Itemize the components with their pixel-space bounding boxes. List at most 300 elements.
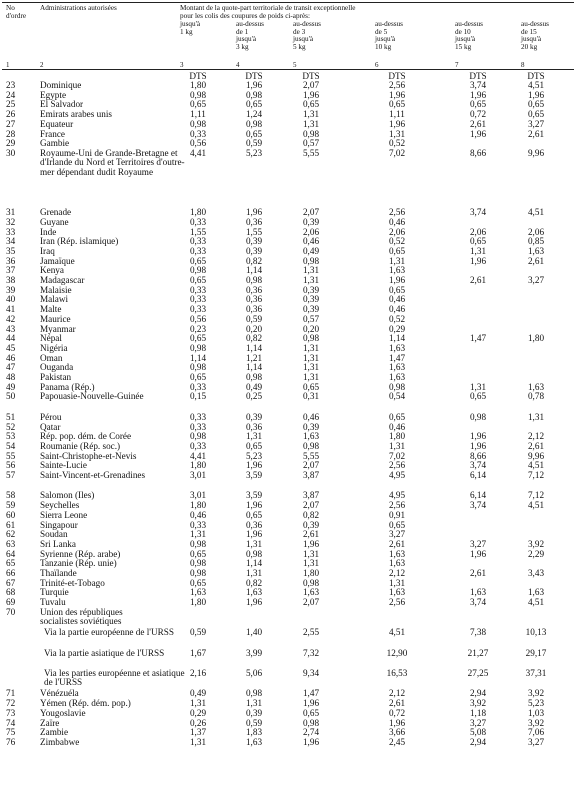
row-number: 59 (6, 500, 16, 511)
row-admin-name: Trinité-et-Tobago (40, 577, 105, 588)
row-value-col8: 7,12 (527, 470, 545, 480)
row-number: 36 (6, 255, 16, 266)
row-value-col8: 1,80 (527, 333, 545, 344)
row-value-col8: 9,96 (527, 147, 545, 158)
row-value-col3: 0,98 (189, 342, 207, 353)
row-value-col7: 2,94 (469, 688, 487, 699)
row-value-col6: 1,63 (388, 372, 406, 382)
row-value-col6: 4,51 (388, 627, 406, 638)
row-value-col7: 27,25 (467, 668, 489, 678)
header-col6-line: de 5 (375, 27, 388, 36)
row-value-col5: 0,57 (302, 313, 320, 324)
row-value-col6: 4,95 (388, 490, 406, 501)
row-value-col4: 1,40 (245, 627, 263, 638)
header-col7-line: au-dessus (455, 20, 483, 28)
row-value-col5: 0,98 (302, 717, 320, 728)
row-value-col6: 0,65 (388, 245, 406, 256)
row-value-col8: 2,61 (527, 440, 545, 451)
row-admin-name: Sainte-Lucie (40, 460, 87, 471)
row-value-col3: 0,33 (189, 245, 207, 256)
row-value-col5: 3,87 (302, 470, 320, 480)
row-value-col8: 37,31 (525, 668, 547, 678)
row-value-col6: 1,63 (388, 265, 406, 276)
row-value-col5: 3,87 (302, 490, 320, 501)
row-value-col3: 1,14 (189, 352, 207, 363)
row-value-col5: 0,98 (302, 440, 320, 451)
row-value-col6: 1,31 (388, 440, 406, 451)
row-value-col7: 1,63 (469, 587, 487, 598)
row-value-col8: 5,23 (527, 698, 545, 709)
row-value-col7: 1,31 (469, 245, 487, 256)
row-value-col6: 16,53 (386, 668, 408, 678)
row-value-col7: 0,65 (469, 99, 487, 110)
row-value-col6: 2,45 (388, 736, 406, 747)
header-col4-line: 3 kg (236, 42, 249, 51)
row-number: 54 (6, 440, 16, 451)
row-value-col4: 1,96 (245, 597, 263, 608)
row-value-col5: 0,39 (302, 519, 320, 530)
row-value-col5: 2,06 (302, 226, 320, 237)
row-number: 41 (6, 304, 16, 315)
row-value-col6: 0,52 (388, 138, 406, 149)
row-value-col5: 0,39 (302, 216, 320, 227)
row-number: 46 (6, 352, 16, 363)
row-number: 45 (6, 342, 16, 353)
row-value-col7: 21,27 (467, 647, 489, 658)
row-admin-name: Sierra Leone (40, 509, 88, 520)
row-value-col4: 0,36 (245, 519, 263, 530)
colnum-5: 5 (293, 61, 297, 69)
row-value-col3: 1,80 (189, 597, 207, 608)
row-value-col6: 0,65 (388, 519, 406, 530)
row-admin-name: Egypte (40, 89, 67, 100)
row-value-col3: 0,98 (189, 265, 207, 276)
row-value-col3: 0,65 (189, 372, 207, 382)
row-number: 73 (6, 707, 16, 718)
row-value-col8: 1,31 (527, 411, 545, 422)
row-value-col6: 1,96 (388, 275, 406, 285)
row-value-col4: 1,31 (245, 568, 263, 578)
row-number: 37 (6, 265, 16, 276)
header-col4 (236, 21, 264, 51)
row-value-col6: 1,96 (388, 89, 406, 100)
row-value-col5: 1,31 (302, 558, 320, 569)
row-value-col5: 1,96 (302, 736, 320, 747)
row-value-col3: 1,31 (189, 736, 207, 747)
row-value-col5: 2,07 (302, 460, 320, 471)
row-value-col8: 10,13 (525, 627, 547, 638)
header-col5-line: 5 kg (293, 42, 306, 51)
row-value-col8: 2,29 (527, 548, 545, 559)
row-admin-name: Kenya (40, 265, 64, 276)
row-value-col5: 1,31 (302, 362, 320, 373)
header-col5 (293, 21, 321, 51)
row-admin-name: Grenade (40, 207, 72, 218)
row-value-col4: 1,31 (245, 538, 263, 549)
header-col7-line: jusqu'à (455, 35, 476, 44)
row-value-col5: 0,65 (302, 381, 320, 392)
row-value-col5: 0,65 (302, 99, 320, 110)
row-value-col4: 1,24 (245, 109, 263, 120)
row-number: 65 (6, 558, 16, 569)
row-value-col6: 1,47 (388, 352, 406, 363)
row-admin-name: Via la partie européenne de l'URSS (44, 627, 174, 638)
row-admin-name: Union des républiques socialistes soviétiques (40, 606, 123, 627)
row-value-col3: 0,98 (189, 362, 207, 373)
row-number: 72 (6, 698, 16, 709)
row-number: 39 (6, 284, 16, 295)
row-number: 42 (6, 313, 16, 324)
header-col8-line: jusqu'à (521, 35, 542, 44)
row-number: 55 (6, 450, 16, 461)
row-value-col3: 0,33 (189, 381, 207, 392)
row-value-col8: 4,51 (527, 80, 545, 90)
row-value-col7: 0,65 (469, 391, 487, 402)
row-number: 40 (6, 294, 16, 305)
row-number: 51 (6, 411, 16, 422)
header-col7-line: de 10 (455, 27, 471, 36)
row-value-col4: 0,39 (245, 236, 263, 247)
row-admin-name: Qatar (40, 421, 61, 432)
row-value-col5: 0,49 (302, 245, 320, 256)
row-value-col3: 0,29 (189, 707, 207, 718)
row-number: 63 (6, 538, 16, 549)
row-value-col5: 2,74 (302, 727, 320, 738)
row-number: 62 (6, 529, 16, 540)
colnum-6: 6 (375, 61, 379, 69)
row-number: 57 (6, 470, 16, 480)
header-col8-line: 20 kg (521, 42, 538, 51)
row-value-col8: 1,96 (527, 89, 545, 100)
row-value-col4: 1,83 (245, 727, 263, 738)
row-value-col7: 3,74 (469, 597, 487, 608)
row-value-col6: 1,63 (388, 558, 406, 569)
row-number: 68 (6, 587, 16, 598)
row-value-col3: 0,46 (189, 509, 207, 520)
row-value-col3: 1,80 (189, 460, 207, 471)
row-value-col3: 1,80 (189, 80, 207, 90)
row-value-col4: 0,98 (245, 372, 263, 382)
header-col4-line: jusqu'à (236, 35, 257, 44)
row-value-col6: 2,56 (388, 597, 406, 608)
row-value-col6: 1,63 (388, 342, 406, 353)
row-value-col4: 1,96 (245, 500, 263, 511)
row-value-col6: 0,65 (388, 411, 406, 422)
row-value-col8: 4,51 (527, 460, 545, 471)
row-value-col5: 0,39 (302, 304, 320, 315)
row-value-col7: 1,96 (469, 440, 487, 451)
header-montant-line1: Montant de la quote-part territoriale de transit exceptionnelle (180, 4, 356, 12)
row-value-col6: 0,46 (388, 294, 406, 305)
row-number: 52 (6, 421, 16, 432)
header-no-line2: d'ordre (6, 11, 27, 20)
row-value-col6: 2,61 (388, 698, 406, 709)
row-value-col5: 2,07 (302, 80, 320, 90)
row-value-col3: 0,33 (189, 128, 207, 139)
top-rule (2, 2, 574, 3)
row-value-col8: 4,51 (527, 207, 545, 218)
row-value-col5: 1,31 (302, 548, 320, 559)
row-value-col3: 0,98 (189, 568, 207, 578)
row-value-col7: 1,18 (469, 707, 487, 718)
row-value-col3: 0,59 (189, 627, 207, 638)
row-admin-name: Iraq (40, 245, 55, 256)
row-value-col6: 0,65 (388, 99, 406, 110)
row-number: 50 (6, 391, 16, 402)
row-value-col8: 0,65 (527, 99, 545, 110)
row-admin-name: Syrienne (Rép. arabe) (40, 548, 121, 559)
unit-label: DTS (302, 71, 320, 81)
colnum-1: 1 (6, 61, 10, 69)
row-admin-name: Emirats arabes unis (40, 109, 112, 120)
row-value-col5: 1,47 (302, 688, 320, 699)
row-value-col3: 1,31 (189, 698, 207, 709)
row-value-col7: 1,96 (469, 128, 487, 139)
row-admin-name: El Salvador (40, 99, 84, 110)
colnum-4: 4 (236, 61, 240, 69)
row-admin-name: Seychelles (40, 500, 80, 511)
row-value-col4: 5,06 (245, 668, 263, 678)
row-value-col5: 1,31 (302, 275, 320, 285)
row-value-col8: 2,61 (527, 255, 545, 266)
row-value-col5: 0,82 (302, 509, 320, 520)
row-value-col5: 1,31 (302, 372, 320, 382)
row-value-col7: 3,27 (469, 538, 487, 549)
row-value-col3: 0,15 (189, 391, 207, 402)
row-value-col3: 0,33 (189, 519, 207, 530)
row-value-col7: 0,98 (469, 411, 487, 422)
row-value-col8: 7,12 (527, 490, 545, 501)
header-bottom-rule (2, 69, 574, 70)
row-number: 29 (6, 138, 16, 149)
row-value-col4: 0,59 (245, 717, 263, 728)
row-value-col7: 6,14 (469, 490, 487, 501)
unit-label: DTS (245, 71, 263, 81)
row-value-col4: 1,96 (245, 207, 263, 218)
row-number: 32 (6, 216, 16, 227)
header-col6-line: 10 kg (375, 42, 392, 51)
row-admin-name: Malawi (40, 294, 69, 305)
row-number: 69 (6, 597, 16, 608)
row-value-col7: 2,61 (469, 568, 487, 578)
row-value-col5: 0,39 (302, 284, 320, 295)
header-col6 (375, 21, 403, 51)
row-admin-name: Sri Lanka (40, 538, 76, 549)
row-value-col7: 0,72 (469, 109, 487, 120)
row-value-col3: 0,56 (189, 138, 207, 149)
row-value-col5: 1,31 (302, 109, 320, 120)
row-admin-name: Zaïre (40, 717, 60, 728)
row-value-col4: 3,59 (245, 490, 263, 501)
row-number: 66 (6, 568, 16, 578)
row-value-col4: 3,59 (245, 470, 263, 480)
row-value-col7: 8,66 (469, 147, 487, 158)
row-value-col4: 0,65 (245, 99, 263, 110)
row-value-col4: 0,82 (245, 333, 263, 344)
row-value-col5: 1,63 (302, 431, 320, 442)
row-value-col6: 1,96 (388, 717, 406, 728)
row-value-col6: 2,56 (388, 500, 406, 511)
row-value-col5: 1,31 (302, 118, 320, 129)
row-value-col4: 5,23 (245, 147, 263, 158)
colnum-2: 2 (40, 61, 44, 69)
header-col7-line: 15 kg (455, 42, 472, 51)
row-number: 58 (6, 490, 16, 501)
row-value-col6: 1,63 (388, 548, 406, 559)
row-value-col6: 3,27 (388, 529, 406, 540)
row-value-col6: 2,56 (388, 80, 406, 90)
row-value-col7: 1,96 (469, 431, 487, 442)
row-number: 26 (6, 109, 16, 120)
row-value-col8: 3,27 (527, 275, 545, 285)
row-value-col8: 7,06 (527, 727, 545, 738)
row-value-col4: 0,98 (245, 688, 263, 699)
row-value-col3: 0,26 (189, 717, 207, 728)
colnum-3: 3 (180, 61, 184, 69)
row-value-col4: 1,63 (245, 736, 263, 747)
row-value-col5: 2,07 (302, 207, 320, 218)
row-value-col3: 0,65 (189, 99, 207, 110)
row-admin-name: Népal (40, 333, 62, 344)
row-value-col3: 0,23 (189, 323, 207, 334)
row-number: 23 (6, 80, 16, 90)
row-value-col7: 2,06 (469, 226, 487, 237)
header-no (6, 5, 26, 20)
row-value-col3: 1,55 (189, 226, 207, 237)
row-value-col7: 7,38 (469, 627, 487, 638)
row-value-col7: 6,14 (469, 470, 487, 480)
row-value-col5: 0,57 (302, 138, 320, 149)
row-value-col3: 0,98 (189, 89, 207, 100)
row-admin-name: Zambie (40, 727, 69, 738)
row-admin-name: Maurice (40, 313, 71, 324)
header-col7 (455, 21, 483, 51)
row-value-col4: 0,82 (245, 577, 263, 588)
header-col6-line: jusqu'à (375, 35, 396, 44)
row-value-col5: 2,07 (302, 597, 320, 608)
row-value-col4: 0,98 (245, 275, 263, 285)
header-montant-line2: pour les colis des coupures de poids ci-après: (180, 11, 310, 20)
row-value-col5: 1,80 (302, 568, 320, 578)
row-admin-name: Zimbabwe (40, 736, 80, 747)
row-value-col4: 0,20 (245, 323, 263, 334)
row-value-col6: 2,61 (388, 538, 406, 549)
row-value-col7: 0,65 (469, 236, 487, 247)
row-value-col6: 0,46 (388, 421, 406, 432)
row-admin-name: Inde (40, 226, 57, 237)
row-value-col3: 0,33 (189, 421, 207, 432)
row-value-col4: 0,36 (245, 421, 263, 432)
row-value-col3: 1,31 (189, 529, 207, 540)
row-admin-name: Malte (40, 304, 62, 315)
row-admin-name: Equateur (40, 118, 74, 129)
header-admin: Administrations autorisées (40, 4, 117, 12)
row-value-col6: 2,56 (388, 207, 406, 218)
row-value-col3: 0,56 (189, 313, 207, 324)
row-value-col8: 0,78 (527, 391, 545, 402)
header-col6-line: au-dessus (375, 20, 403, 28)
row-value-col6: 0,46 (388, 216, 406, 227)
unit-label: DTS (527, 71, 545, 81)
row-value-col7: 3,74 (469, 500, 487, 511)
row-value-col5: 0,98 (302, 255, 320, 266)
row-value-col6: 1,80 (388, 431, 406, 442)
row-value-col3: 0,49 (189, 688, 207, 699)
row-admin-name: Yougoslavie (40, 707, 86, 718)
row-value-col4: 1,14 (245, 362, 263, 373)
row-number: 67 (6, 577, 16, 588)
row-value-col4: 1,14 (245, 342, 263, 353)
row-number: 70 (6, 606, 16, 617)
row-value-col3: 0,98 (189, 431, 207, 442)
row-number: 35 (6, 245, 16, 256)
row-value-col5: 9,34 (302, 668, 320, 678)
row-number: 74 (6, 717, 16, 728)
row-value-col4: 0,65 (245, 509, 263, 520)
row-value-col6: 12,90 (386, 647, 408, 658)
row-value-col6: 2,56 (388, 460, 406, 471)
row-value-col8: 2,06 (527, 226, 545, 237)
row-value-col8: 1,63 (527, 381, 545, 392)
row-value-col4: 0,39 (245, 245, 263, 256)
header-col4-line: de 1 (236, 27, 249, 36)
row-value-col7: 1,96 (469, 89, 487, 100)
row-number: 33 (6, 226, 16, 237)
row-value-col4: 1,31 (245, 431, 263, 442)
row-number: 24 (6, 89, 16, 100)
row-value-col3: 0,33 (189, 411, 207, 422)
row-number: 43 (6, 323, 16, 334)
row-value-col3: 0,33 (189, 294, 207, 305)
row-number: 47 (6, 362, 16, 373)
row-value-col6: 0,98 (388, 381, 406, 392)
row-value-col3: 4,41 (189, 147, 207, 158)
row-value-col4: 0,59 (245, 313, 263, 324)
row-value-col8: 3,27 (527, 736, 545, 747)
row-value-col3: 0,33 (189, 304, 207, 315)
row-number: 49 (6, 381, 16, 392)
row-admin-name: Thaïlande (40, 568, 77, 578)
row-value-col3: 1,80 (189, 207, 207, 218)
row-value-col4: 0,36 (245, 216, 263, 227)
row-number: 48 (6, 372, 16, 382)
row-value-col3: 1,63 (189, 587, 207, 598)
row-admin-name: Panama (Rép.) (40, 381, 95, 392)
row-value-col8: 3,43 (527, 568, 545, 578)
row-number: 28 (6, 128, 16, 139)
row-value-col6: 1,31 (388, 255, 406, 266)
row-value-col4: 0,49 (245, 381, 263, 392)
row-value-col6: 1,31 (388, 577, 406, 588)
row-value-col4: 0,65 (245, 440, 263, 451)
row-admin-name: Via les parties européenne et asiatique de l'URSS (44, 668, 185, 688)
row-value-col6: 7,02 (388, 147, 406, 158)
row-value-col7: 1,47 (469, 333, 487, 344)
row-value-col4: 1,21 (245, 352, 263, 363)
row-value-col8: 2,61 (527, 128, 545, 139)
row-value-col5: 0,46 (302, 411, 320, 422)
row-value-col3: 0,33 (189, 216, 207, 227)
row-value-col6: 1,63 (388, 587, 406, 598)
row-value-col5: 0,39 (302, 294, 320, 305)
row-value-col4: 0,25 (245, 391, 263, 402)
row-value-col5: 0,31 (302, 391, 320, 402)
row-value-col7: 2,61 (469, 275, 487, 285)
row-number: 76 (6, 736, 16, 747)
row-value-col3: 0,65 (189, 333, 207, 344)
row-admin-name: Roumanie (Rép. soc.) (40, 440, 121, 451)
row-value-col6: 0,46 (388, 304, 406, 315)
